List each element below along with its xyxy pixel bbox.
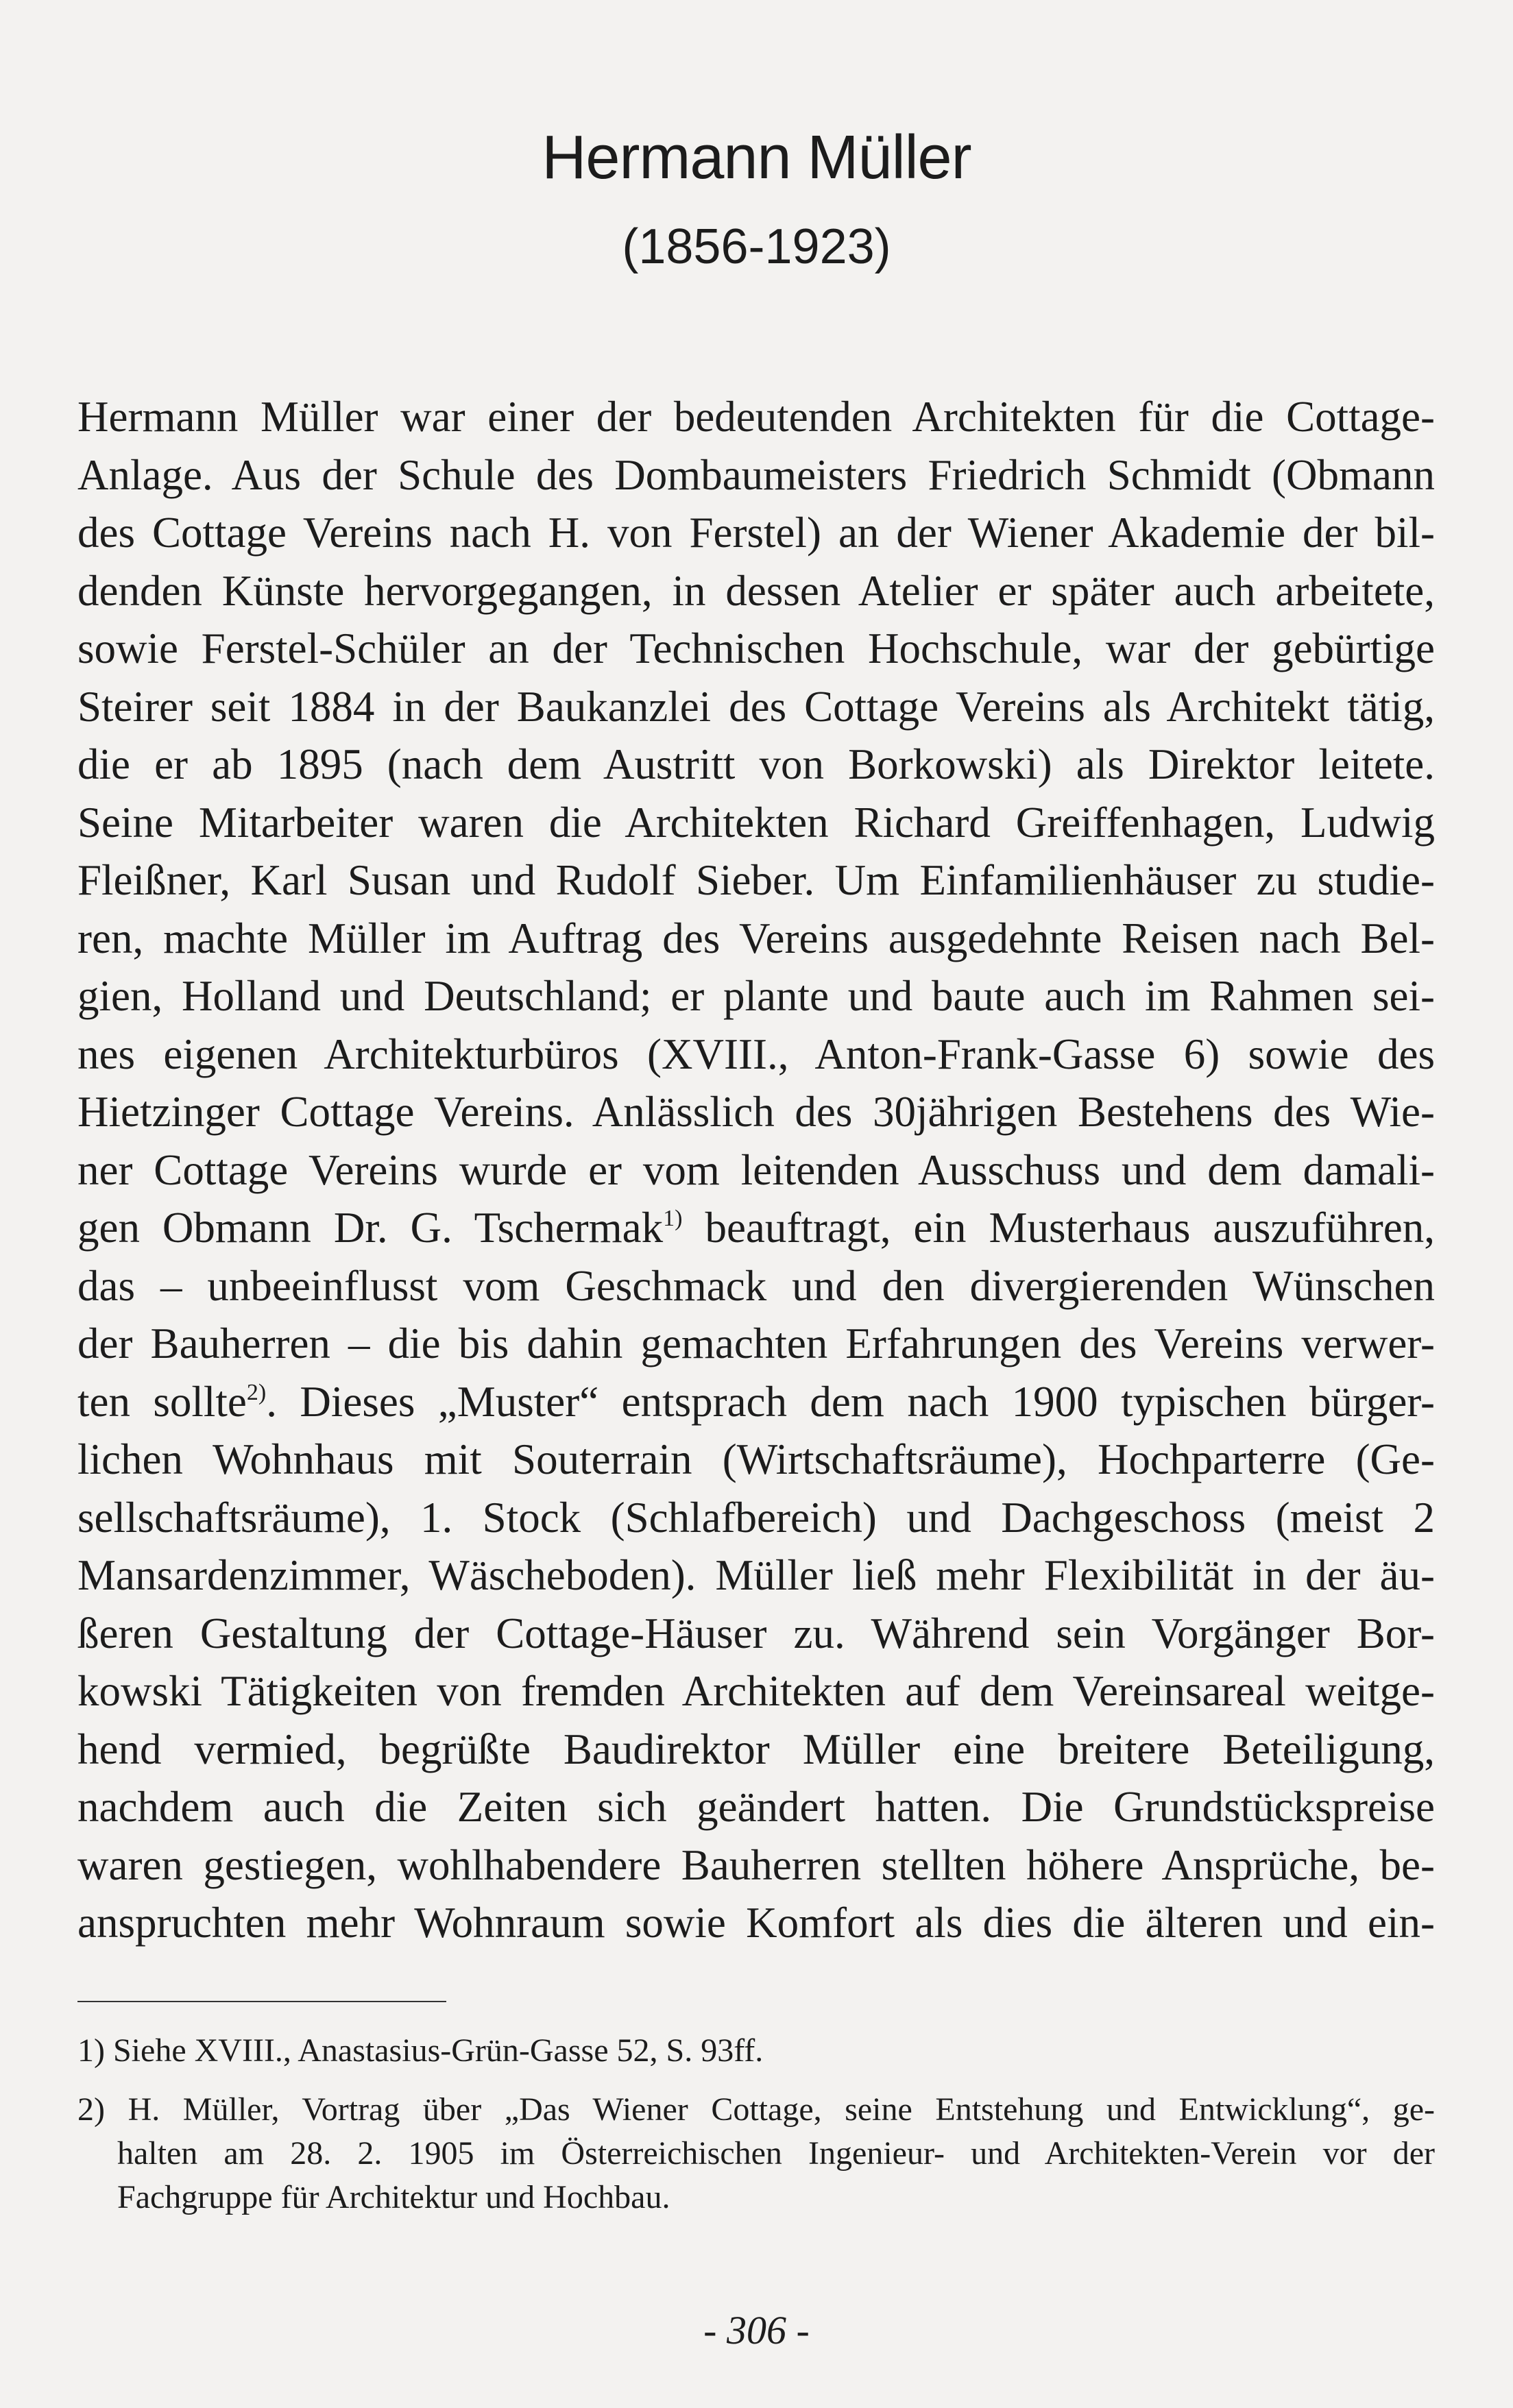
text-line: Mansardenzimmer, Wäscheboden). Müller ließ mehr Flexibilität in der äu- bbox=[77, 1551, 1435, 1599]
text-line: denden Künste hervorgegangen, in dessen Atelier er später auch arbeitete, bbox=[77, 566, 1435, 615]
text-line: sowie Ferstel-Schüler an der Technischen Hochschule, war der gebürtige bbox=[77, 624, 1435, 672]
body-paragraph bbox=[77, 388, 1435, 1952]
life-dates: (1856-1923) bbox=[622, 219, 891, 274]
footnote-text: Fachgruppe für Architektur und Hochbau. bbox=[117, 2179, 670, 2215]
text-line: gien, Holland und Deutschland; er plante und baute auch im Rahmen sei- bbox=[77, 972, 1435, 1020]
text-line: des Cottage Vereins nach H. von Ferstel) an der Wiener Akademie der bil- bbox=[77, 509, 1435, 557]
page-title: Hermann Müller bbox=[542, 123, 971, 192]
text-line: sellschaftsräume), 1. Stock (Schlafbereich) und Dachgeschoss (meist 2 bbox=[77, 1493, 1435, 1542]
text-line: Fleißner, Karl Susan und Rudolf Sieber. Um Einfamilienhäuser zu studie- bbox=[77, 856, 1435, 904]
text-line: waren gestiegen, wohlhabendere Bauherren stellten höhere Ansprüche, be- bbox=[77, 1840, 1435, 1889]
footnote-text: 1) Siehe XVIII., Anastasius-Grün-Gasse 52, S. 93ff. bbox=[77, 2032, 764, 2069]
text-line-with-footnote-ref bbox=[77, 1199, 1435, 1257]
text-line: Steirer seit 1884 in der Baukanzlei des Cottage Vereins als Architekt tätig, bbox=[77, 682, 1435, 731]
footnote-ref-1: 1) bbox=[663, 1206, 683, 1231]
text-line: der Bauherren – die bis dahin gemachten Erfahrungen des Vereins verwer- bbox=[77, 1319, 1435, 1367]
footnotes bbox=[77, 2029, 1435, 2220]
text-segment: gen Obmann Dr. G. Tschermak bbox=[77, 1204, 664, 1252]
footnote-2 bbox=[77, 2088, 1435, 2220]
text-line: lichen Wohnhaus mit Souterrain (Wirtschaftsräume), Hochparterre (Ge- bbox=[77, 1435, 1435, 1483]
text-segment: ten sollte bbox=[77, 1377, 247, 1426]
text-line: nes eigenen Architekturbüros (XVIII., Anton-Frank-Gasse 6) sowie des bbox=[77, 1030, 1435, 1078]
footnote-divider bbox=[77, 2001, 446, 2002]
text-segment: . Dieses „Muster“ entsprach dem nach 1900 typischen bürger- bbox=[266, 1377, 1435, 1426]
text-line: Anlage. Aus der Schule des Dombaumeisters Friedrich Schmidt (Obmann bbox=[77, 450, 1435, 499]
text-line: anspruchten mehr Wohnraum sowie Komfort als dies die älteren und ein- bbox=[77, 1899, 1435, 1947]
text-line: ner Cottage Vereins wurde er vom leitenden Ausschuss und dem damali- bbox=[77, 1145, 1435, 1194]
text-line: nachdem auch die Zeiten sich geändert hatten. Die Grundstückspreise bbox=[77, 1783, 1435, 1831]
footnote-1 bbox=[77, 2029, 1435, 2073]
text-line: Hermann Müller war einer der bedeutenden Architekten für die Cottage- bbox=[77, 393, 1435, 441]
text-line: kowski Tätigkeiten von fremden Architekten auf dem Vereinsareal weitge- bbox=[77, 1667, 1435, 1715]
text-line: Seine Mitarbeiter waren die Architekten Richard Greiffenhagen, Ludwig bbox=[77, 798, 1435, 847]
text-line-with-footnote-ref bbox=[77, 1373, 1435, 1431]
footnote-text: 2) H. Müller, Vortrag über „Das Wiener Cottage, seine Entstehung und Entwicklung“, ge- bbox=[77, 2091, 1435, 2128]
footnote-text: halten am 28. 2. 1905 im Österreichischen Ingenieur- und Architekten-Verein vor der bbox=[117, 2135, 1435, 2172]
text-segment: beauftragt, ein Musterhaus auszuführen, bbox=[705, 1204, 1435, 1252]
text-line: hend vermied, begrüßte Baudirektor Müller eine breitere Beteiligung, bbox=[77, 1725, 1435, 1773]
page-number: - 306 - bbox=[703, 2308, 810, 2352]
text-line: das – unbeeinflusst vom Geschmack und den divergierenden Wünschen bbox=[77, 1261, 1435, 1310]
text-line: die er ab 1895 (nach dem Austritt von Borkowski) als Direktor leitete. bbox=[77, 740, 1435, 788]
footnote-ref-2: 2) bbox=[246, 1379, 267, 1405]
text-line: Hietzinger Cottage Vereins. Anlässlich des 30jährigen Bestehens des Wie- bbox=[77, 1088, 1435, 1136]
text-line: ren, machte Müller im Auftrag des Vereins ausgedehnte Reisen nach Bel- bbox=[77, 914, 1435, 962]
text-line: ßeren Gestaltung der Cottage-Häuser zu. Während sein Vorgänger Bor- bbox=[77, 1609, 1435, 1657]
